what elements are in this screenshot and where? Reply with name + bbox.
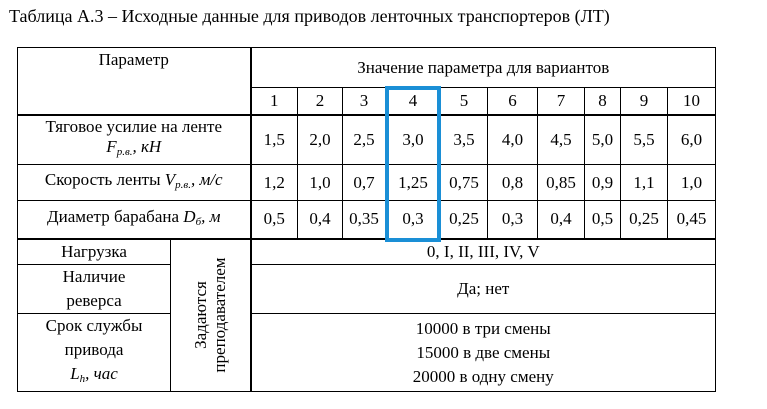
table-cell: 5,0: [585, 115, 621, 165]
table-cell: 2,0: [298, 115, 343, 165]
row-label-reverse: Наличие реверса: [18, 265, 171, 314]
service-life-value: 10000 в три смены 15000 в две смены 20000 в одну смену: [251, 314, 716, 392]
table-cell: 0,8: [488, 165, 538, 201]
table-cell: 0,75: [441, 165, 488, 201]
table-cell: 1,0: [298, 165, 343, 201]
table-row: [18, 239, 716, 265]
table-cell: 0,5: [251, 201, 298, 239]
row-label-symbol: $F_{р.в.}$, кН: [106, 137, 162, 159]
row-label-force: [18, 115, 251, 165]
variant-header: 8: [585, 88, 621, 115]
table-cell: 0,45: [668, 201, 716, 239]
table-cell: 1,1: [621, 165, 668, 201]
table-cell: 0,4: [298, 201, 343, 239]
header-param: Параметр: [18, 48, 251, 115]
table-cell: 0,85: [538, 165, 585, 201]
table-cell: 5,5: [621, 115, 668, 165]
variant-header: 5: [441, 88, 488, 115]
table-cell: 0,7: [343, 165, 386, 201]
source-data-table: [17, 47, 716, 392]
table-cell: 0,35: [343, 201, 386, 239]
table-cell: 4,0: [488, 115, 538, 165]
table-cell: 4,5: [538, 115, 585, 165]
variant-header: 6: [488, 88, 538, 115]
table-cell: 0,5: [585, 201, 621, 239]
table-cell: 1,2: [251, 165, 298, 201]
table-row: [18, 201, 716, 239]
reverse-value: Да; нет: [251, 265, 716, 314]
table-row: [18, 165, 716, 201]
table-cell: 0,4: [538, 201, 585, 239]
table-row: [18, 265, 716, 314]
row-label-diameter: Диаметр барабана $D_б$, м: [18, 201, 251, 239]
table-cell: 0,9: [585, 165, 621, 201]
table-cell: 6,0: [668, 115, 716, 165]
teacher-assigned-label: Задаются преподавателем: [171, 239, 251, 392]
table-cell: 1,5: [251, 115, 298, 165]
variant-header: 10: [668, 88, 716, 115]
variant-header-highlighted: 4: [386, 88, 441, 115]
table-cell: 1,25: [386, 165, 441, 201]
table-cell: 0,3: [386, 201, 441, 239]
variant-header: 9: [621, 88, 668, 115]
table-cell: 2,5: [343, 115, 386, 165]
table-caption: Таблица А.3 – Исходные данные для приводов ленточных транспортеров (ЛТ): [9, 6, 610, 26]
table-row: [18, 314, 716, 392]
header-values: Значение параметра для вариантов: [251, 48, 716, 88]
table-cell: 3,5: [441, 115, 488, 165]
variant-header: 3: [343, 88, 386, 115]
row-label-service-life: Срок службы привода $L_h$, час: [18, 314, 171, 392]
row-label-text: Тяговое усилие на ленте: [45, 117, 223, 137]
load-value: 0, I, II, III, IV, V: [251, 239, 716, 265]
table-cell: 3,0: [386, 115, 441, 165]
table-cell: 0,25: [441, 201, 488, 239]
variant-header: 1: [251, 88, 298, 115]
variant-header: 2: [298, 88, 343, 115]
table-row: [18, 115, 716, 165]
table-cell: 0,25: [621, 201, 668, 239]
row-label-speed: Скорость ленты $V_{р.в.}$, м/с: [18, 165, 251, 201]
variant-header: 7: [538, 88, 585, 115]
table-cell: 1,0: [668, 165, 716, 201]
row-label-load: Нагрузка: [18, 239, 171, 265]
table-cell: 0,3: [488, 201, 538, 239]
